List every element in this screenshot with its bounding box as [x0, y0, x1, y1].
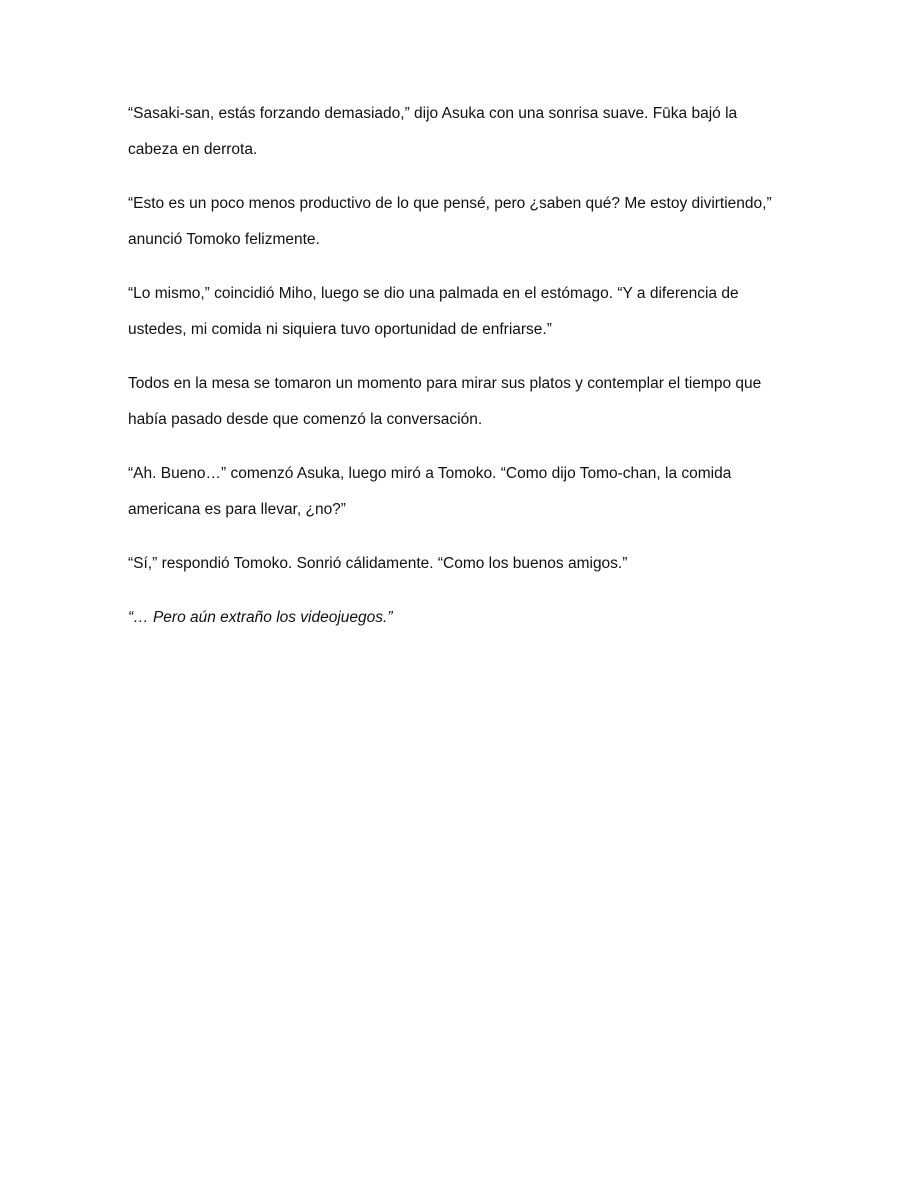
paragraph-7-italic: “… Pero aún extraño los videojuegos.” — [128, 609, 393, 626]
paragraph-6: “Sí,” respondió Tomoko. Sonrió cálidamente. “Como los buenos amigos.” — [128, 555, 628, 572]
paragraph-5: “Ah. Bueno…” comenzó Asuka, luego miró a Tomoko. “Como dijo Tomo-chan, la comida americana es para llevar, ¿no?” — [128, 465, 732, 518]
body-text — [128, 96, 778, 654]
paragraph-3: “Lo mismo,” coincidió Miho, luego se dio una palmada en el estómago. “Y a diferencia de ustedes, mi comida ni siquiera tuvo oportunidad de enfriarse.” — [128, 285, 739, 338]
paragraph-4: Todos en la mesa se tomaron un momento para mirar sus platos y contemplar el tiempo que había pasado desde que comenzó la conversación. — [128, 375, 762, 428]
paragraph-1: “Sasaki-san, estás forzando demasiado,” dijo Asuka con una sonrisa suave. Fūka bajó la cabeza en derrota. — [128, 105, 738, 158]
paragraph-2: “Esto es un poco menos productivo de lo que pensé, pero ¿saben qué? Me estoy divirtiendo,” anunció Tomoko felizmente. — [128, 195, 772, 248]
